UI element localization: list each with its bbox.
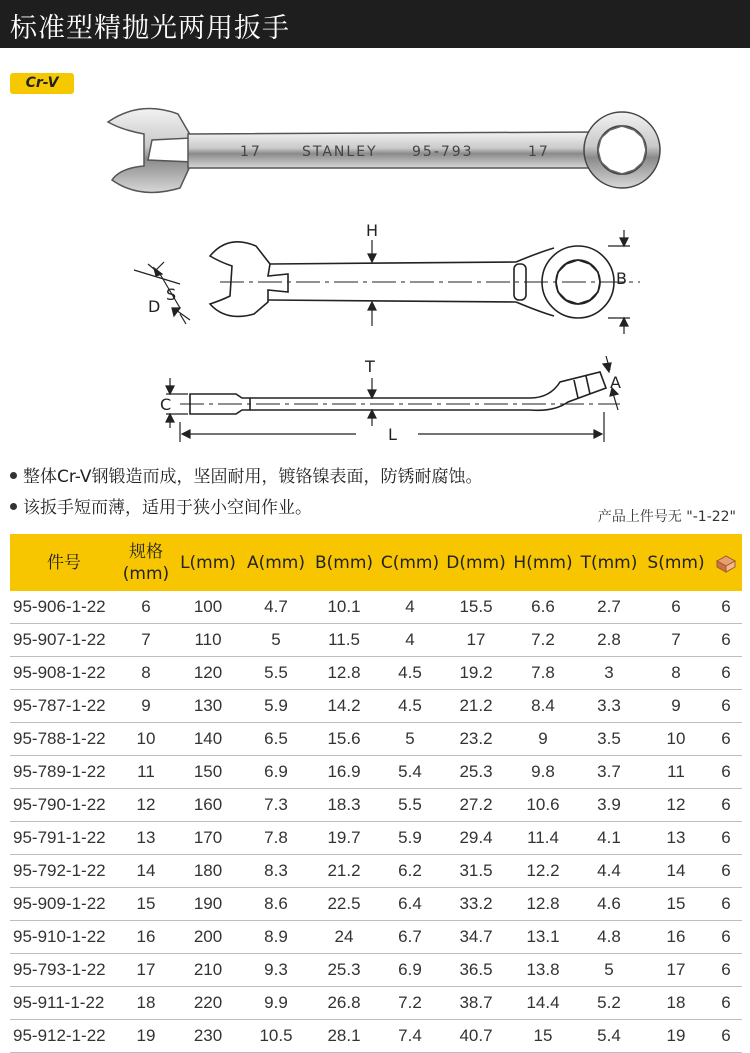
table-cell: 6.2 <box>378 855 442 888</box>
label-C: C <box>160 395 172 414</box>
part-number-note: 产品上件号无 "-1-22" <box>597 509 736 525</box>
table-cell: 140 <box>174 723 242 756</box>
table-cell: 19.2 <box>442 657 510 690</box>
table-cell: 31.5 <box>442 855 510 888</box>
table-cell: 10 <box>118 723 174 756</box>
table-cell: 5.4 <box>576 1020 642 1053</box>
table-cell: 7.8 <box>242 822 310 855</box>
table-cell: 130 <box>174 690 242 723</box>
cell-part-number: 95-793-1-22 <box>10 954 118 987</box>
table-cell: 4 <box>378 624 442 657</box>
table-row <box>10 1020 742 1053</box>
table-row <box>10 921 742 954</box>
cell-part-number: 95-910-1-22 <box>10 921 118 954</box>
table-cell: 8.3 <box>242 855 310 888</box>
table-cell: 6 <box>710 624 742 657</box>
table-cell: 40.7 <box>442 1020 510 1053</box>
header-S: S(mm) <box>647 552 705 573</box>
table-cell: 2.7 <box>576 591 642 624</box>
table-cell: 5.5 <box>242 657 310 690</box>
bullet-icon <box>10 503 17 510</box>
table-cell: 13 <box>118 822 174 855</box>
box-icon <box>715 553 737 573</box>
table-cell: 5 <box>576 954 642 987</box>
header-H: H(mm) <box>513 552 573 573</box>
header-T: T(mm) <box>580 552 638 573</box>
table-cell: 17 <box>442 624 510 657</box>
feature-text: 该扳手短而薄，适用于狭小空间作业。 <box>23 498 312 518</box>
table-cell: 17 <box>118 954 174 987</box>
table-cell: 7.4 <box>378 1020 442 1053</box>
header-C: C(mm) <box>380 552 440 573</box>
table-cell: 3.9 <box>576 789 642 822</box>
label-S: S <box>166 285 177 304</box>
table-cell: 36.5 <box>442 954 510 987</box>
table-cell: 7.2 <box>378 987 442 1020</box>
table-cell: 12 <box>642 789 710 822</box>
table-cell: 180 <box>174 855 242 888</box>
wrench-top-view-diagram <box>120 212 650 347</box>
table-cell: 19 <box>642 1020 710 1053</box>
table-cell: 9 <box>642 690 710 723</box>
table-row <box>10 690 742 723</box>
engraving-brand: STANLEY <box>302 144 378 160</box>
label-D: D <box>148 297 161 316</box>
table-cell: 110 <box>174 624 242 657</box>
engraving-model: 95-793 <box>412 144 474 160</box>
title-bar <box>0 0 750 48</box>
table-cell: 27.2 <box>442 789 510 822</box>
table-row <box>10 723 742 756</box>
table-cell: 6 <box>710 723 742 756</box>
table-cell: 100 <box>174 591 242 624</box>
table-cell: 18.3 <box>310 789 378 822</box>
table-cell: 18 <box>118 987 174 1020</box>
label-L: L <box>388 425 397 444</box>
table-cell: 6 <box>710 822 742 855</box>
table-cell: 15 <box>642 888 710 921</box>
table-cell: 12.8 <box>310 657 378 690</box>
cell-part-number: 95-791-1-22 <box>10 822 118 855</box>
cell-part-number: 95-908-1-22 <box>10 657 118 690</box>
label-A: A <box>610 373 621 392</box>
table-cell: 33.2 <box>442 888 510 921</box>
label-T: T <box>365 357 375 376</box>
table-cell: 28.1 <box>310 1020 378 1053</box>
table-cell: 5.5 <box>378 789 442 822</box>
cell-part-number: 95-909-1-22 <box>10 888 118 921</box>
wrench-photo <box>100 104 665 200</box>
table-cell: 6 <box>118 591 174 624</box>
table-cell: 13.8 <box>510 954 576 987</box>
cell-part-number: 95-912-1-22 <box>10 1020 118 1053</box>
table-cell: 6.9 <box>378 954 442 987</box>
table-cell: 210 <box>174 954 242 987</box>
table-cell: 15.5 <box>442 591 510 624</box>
table-cell: 11 <box>118 756 174 789</box>
table-cell: 5.4 <box>378 756 442 789</box>
table-cell: 190 <box>174 888 242 921</box>
table-cell: 15.6 <box>310 723 378 756</box>
engraving-right-size: 17 <box>528 144 550 160</box>
table-cell: 6 <box>710 855 742 888</box>
table-cell: 8.6 <box>242 888 310 921</box>
table-cell: 7.3 <box>242 789 310 822</box>
table-cell: 7.8 <box>510 657 576 690</box>
table-cell: 19 <box>118 1020 174 1053</box>
bullet-icon <box>10 472 17 479</box>
table-cell: 220 <box>174 987 242 1020</box>
table-cell: 9.8 <box>510 756 576 789</box>
cell-part-number: 95-789-1-22 <box>10 756 118 789</box>
table-cell: 120 <box>174 657 242 690</box>
table-cell: 18 <box>642 987 710 1020</box>
table-cell: 16.9 <box>310 756 378 789</box>
table-cell: 14.4 <box>510 987 576 1020</box>
table-cell: 10.1 <box>310 591 378 624</box>
table-cell: 6 <box>710 591 742 624</box>
table-cell: 6 <box>710 954 742 987</box>
header-A: A(mm) <box>246 552 305 573</box>
engraving-left-size: 17 <box>240 144 262 160</box>
table-cell: 6 <box>710 987 742 1020</box>
table-cell: 8 <box>118 657 174 690</box>
table-cell: 23.2 <box>442 723 510 756</box>
header-L: L(mm) <box>180 552 236 573</box>
table-row <box>10 954 742 987</box>
table-cell: 15 <box>510 1020 576 1053</box>
feature-item <box>10 493 312 518</box>
header-size: 规格 (mm) <box>122 541 170 584</box>
table-cell: 13.1 <box>510 921 576 954</box>
table-cell: 170 <box>174 822 242 855</box>
cell-part-number: 95-911-1-22 <box>10 987 118 1020</box>
label-H: H <box>366 221 379 240</box>
table-cell: 150 <box>174 756 242 789</box>
table-cell: 7 <box>642 624 710 657</box>
table-cell: 6 <box>710 1020 742 1053</box>
table-cell: 24 <box>310 921 378 954</box>
wrench-side-view-diagram <box>150 352 645 452</box>
header-part-number: 件号 <box>47 552 81 573</box>
table-cell: 3 <box>576 657 642 690</box>
table-cell: 6.6 <box>510 591 576 624</box>
table-cell: 10.6 <box>510 789 576 822</box>
table-cell: 4.1 <box>576 822 642 855</box>
table-row <box>10 657 742 690</box>
table-cell: 26.8 <box>310 987 378 1020</box>
table-cell: 8.9 <box>242 921 310 954</box>
table-cell: 8 <box>642 657 710 690</box>
table-cell: 6 <box>642 591 710 624</box>
table-cell: 5.9 <box>242 690 310 723</box>
table-cell: 17 <box>642 954 710 987</box>
table-cell: 10.5 <box>242 1020 310 1053</box>
table-cell: 14 <box>642 855 710 888</box>
table-row <box>10 756 742 789</box>
table-cell: 7 <box>118 624 174 657</box>
cell-part-number: 95-907-1-22 <box>10 624 118 657</box>
header-quantity <box>710 534 742 591</box>
table-cell: 7.2 <box>510 624 576 657</box>
feature-text: 整体Cr-V钢锻造而成，坚固耐用，镀铬镍表面，防锈耐腐蚀。 <box>23 467 483 487</box>
table-cell: 6.9 <box>242 756 310 789</box>
table-cell: 9 <box>510 723 576 756</box>
cell-part-number: 95-790-1-22 <box>10 789 118 822</box>
table-cell: 6 <box>710 888 742 921</box>
table-cell: 5.2 <box>576 987 642 1020</box>
table-cell: 6 <box>710 756 742 789</box>
table-cell: 4.8 <box>576 921 642 954</box>
cell-part-number: 95-787-1-22 <box>10 690 118 723</box>
table-cell: 3.5 <box>576 723 642 756</box>
table-cell: 13 <box>642 822 710 855</box>
table-header-row <box>10 534 742 591</box>
table-body <box>10 591 742 1053</box>
table-cell: 5 <box>242 624 310 657</box>
table-cell: 4.7 <box>242 591 310 624</box>
spec-table <box>10 534 742 1053</box>
table-cell: 21.2 <box>310 855 378 888</box>
table-cell: 4 <box>378 591 442 624</box>
table-cell: 22.5 <box>310 888 378 921</box>
table-cell: 12 <box>118 789 174 822</box>
table-row <box>10 624 742 657</box>
cell-part-number: 95-906-1-22 <box>10 591 118 624</box>
table-cell: 4.4 <box>576 855 642 888</box>
table-cell: 10 <box>642 723 710 756</box>
table-cell: 11.4 <box>510 822 576 855</box>
table-cell: 230 <box>174 1020 242 1053</box>
header-D: D(mm) <box>446 552 506 573</box>
table-cell: 9 <box>118 690 174 723</box>
table-cell: 9.3 <box>242 954 310 987</box>
feature-item <box>10 462 483 487</box>
table-cell: 4.6 <box>576 888 642 921</box>
page-title: 标准型精抛光两用扳手 <box>10 13 290 44</box>
table-cell: 34.7 <box>442 921 510 954</box>
table-cell: 19.7 <box>310 822 378 855</box>
table-row <box>10 888 742 921</box>
table-cell: 11.5 <box>310 624 378 657</box>
table-cell: 6 <box>710 690 742 723</box>
table-cell: 6 <box>710 789 742 822</box>
table-row <box>10 822 742 855</box>
table-cell: 15 <box>118 888 174 921</box>
table-row <box>10 987 742 1020</box>
table-cell: 9.9 <box>242 987 310 1020</box>
table-cell: 14 <box>118 855 174 888</box>
table-cell: 5.9 <box>378 822 442 855</box>
table-cell: 6 <box>710 921 742 954</box>
table-cell: 3.3 <box>576 690 642 723</box>
table-cell: 160 <box>174 789 242 822</box>
material-badge: Cr-V <box>10 73 74 94</box>
table-cell: 14.2 <box>310 690 378 723</box>
table-cell: 29.4 <box>442 822 510 855</box>
table-cell: 6.5 <box>242 723 310 756</box>
table-row <box>10 855 742 888</box>
table-cell: 25.3 <box>442 756 510 789</box>
table-cell: 2.8 <box>576 624 642 657</box>
table-cell: 4.5 <box>378 657 442 690</box>
table-cell: 6.7 <box>378 921 442 954</box>
table-cell: 38.7 <box>442 987 510 1020</box>
table-cell: 16 <box>118 921 174 954</box>
cell-part-number: 95-792-1-22 <box>10 855 118 888</box>
table-cell: 12.8 <box>510 888 576 921</box>
table-cell: 6.4 <box>378 888 442 921</box>
label-B: B <box>616 269 627 288</box>
table-cell: 11 <box>642 756 710 789</box>
table-cell: 8.4 <box>510 690 576 723</box>
table-row <box>10 591 742 624</box>
table-cell: 21.2 <box>442 690 510 723</box>
table-cell: 16 <box>642 921 710 954</box>
table-cell: 4.5 <box>378 690 442 723</box>
table-cell: 5 <box>378 723 442 756</box>
table-row <box>10 789 742 822</box>
table-cell: 6 <box>710 657 742 690</box>
cell-part-number: 95-788-1-22 <box>10 723 118 756</box>
header-B: B(mm) <box>314 552 374 573</box>
table-cell: 12.2 <box>510 855 576 888</box>
table-cell: 200 <box>174 921 242 954</box>
table-cell: 3.7 <box>576 756 642 789</box>
table-cell: 25.3 <box>310 954 378 987</box>
